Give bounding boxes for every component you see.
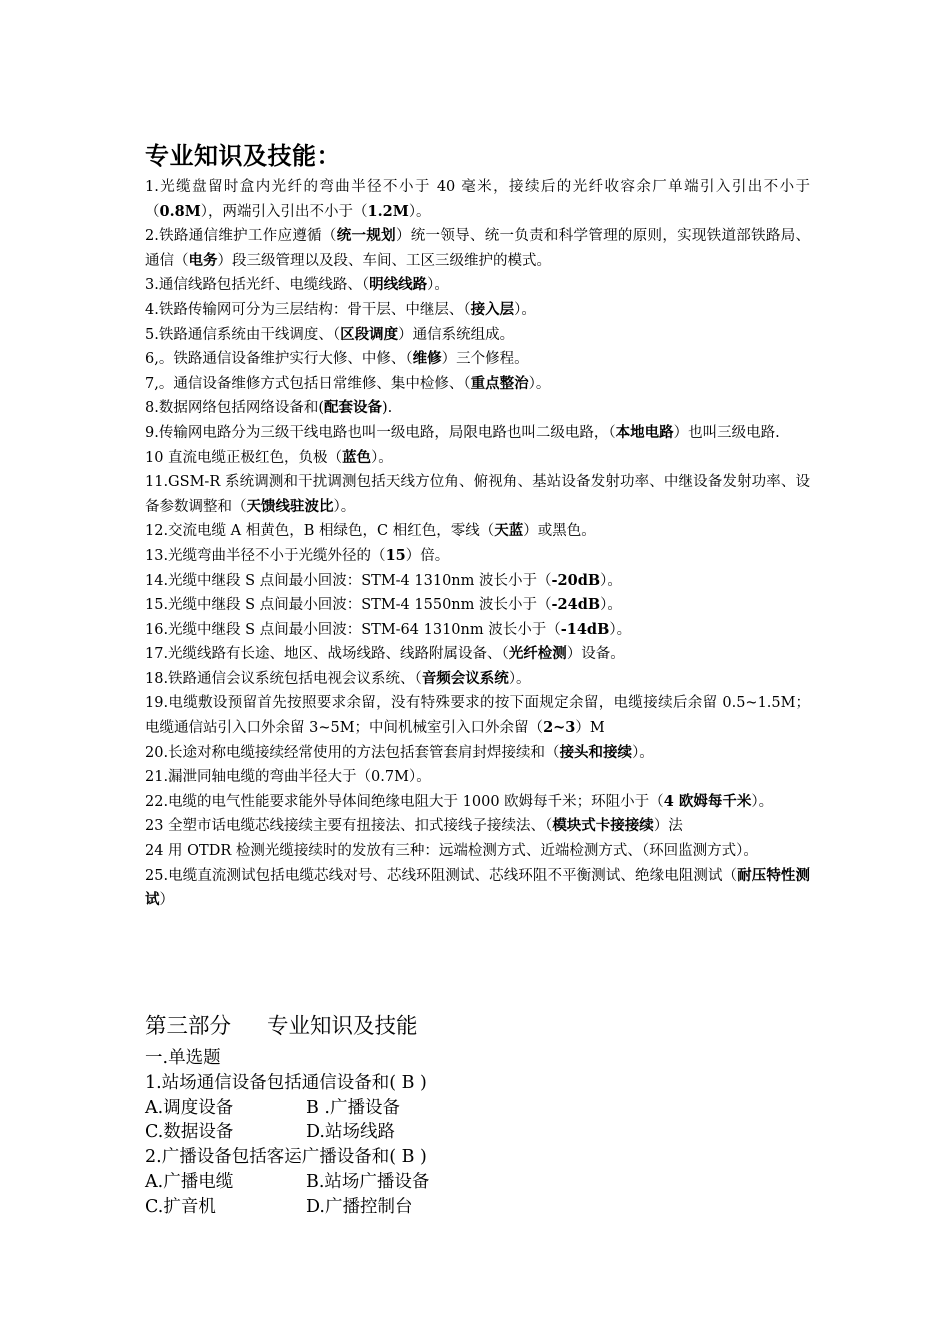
- item-answer: 15: [385, 546, 406, 564]
- quiz-option-row: [145, 1096, 427, 1121]
- item-text: ）法: [653, 818, 683, 835]
- item-text: 1.光缆盘留时盒内光纤的弯曲半径不小于 40 毫米，接续后的光纤收容余厂单端引入引出不小于（: [145, 179, 810, 220]
- item-text: ）: [159, 892, 174, 909]
- quiz-option-row: [145, 1120, 427, 1145]
- item-answer: 本地电路: [615, 423, 674, 441]
- item-text: 13.光缆弯曲半径不小于光缆外径的（: [145, 547, 386, 564]
- knowledge-item: [145, 814, 810, 839]
- item-text: ）也叫三级电路.: [673, 424, 780, 441]
- item-text: ）。: [609, 621, 632, 638]
- item-text: ）统一领导、统一负责和科学管理的原则，实现铁道部铁路局、通信（: [145, 228, 811, 269]
- item-text: 11.GSM-R 系统调测和干扰调测包括天线方位角、俯视角、基站设备发射功率、中继设备发射功率、设备参数调整和（: [145, 474, 810, 515]
- knowledge-item: [145, 618, 810, 643]
- item-answer: -14dB: [560, 620, 610, 638]
- knowledge-item: [145, 273, 810, 298]
- quiz-option-row: [145, 1170, 430, 1195]
- item-text: ）。: [508, 670, 531, 687]
- part-three-title: [145, 1009, 418, 1040]
- quiz-option: B .广播设备: [306, 1097, 400, 1118]
- item-answer: 区段调度: [340, 325, 399, 343]
- quiz-option: C.扩音机: [145, 1196, 216, 1217]
- item-text: ）。: [333, 498, 356, 515]
- item-text: ），两端引入引出不小于（: [200, 203, 368, 220]
- item-text: 12.交流电缆 A 相黄色，B 相绿色，C 相红色，零线（: [145, 523, 495, 540]
- item-answer: 音频会议系统: [421, 669, 509, 687]
- knowledge-list: [145, 175, 810, 913]
- item-text: ）。: [427, 277, 449, 294]
- item-text: 23 全塑市话电缆芯线接续主要有扭接法、扣式接线子接续法、（: [145, 818, 553, 835]
- item-text: ）。: [751, 793, 774, 810]
- knowledge-item: [145, 446, 810, 471]
- section-heading: 专业知识及技能：: [145, 142, 341, 170]
- item-answer: 模块式卡接接续: [552, 817, 654, 835]
- knowledge-item: [145, 864, 810, 913]
- quiz-question: 2.广播设备包括客运广播设备和( B ): [145, 1147, 427, 1168]
- item-answer: 耐压特性测试: [145, 866, 810, 909]
- item-text: ）。: [600, 572, 622, 589]
- item-answer: 重点整治: [470, 374, 529, 392]
- knowledge-item: [145, 298, 810, 323]
- item-text: 4.铁路传输网可分为三层结构：骨干层、中继层、（: [145, 301, 471, 318]
- knowledge-item: [145, 347, 810, 372]
- item-text: ）。: [632, 744, 654, 761]
- item-text: ）。: [408, 203, 431, 220]
- quiz-option: B.站场广播设备: [306, 1171, 430, 1192]
- knowledge-item: [145, 544, 810, 569]
- item-answer: 4 欧姆每千米: [663, 792, 752, 810]
- item-answer: 统一规划: [336, 227, 396, 245]
- item-text: ）设备。: [566, 646, 625, 663]
- knowledge-item: [145, 175, 810, 224]
- item-text: 20.长途对称电缆接续经常使用的方法包括套管套肩封焊接续和（: [145, 744, 560, 761]
- item-text: 3.通信线路包括光纤、电缆线路、（: [145, 277, 370, 294]
- knowledge-item: [145, 396, 810, 421]
- item-text: ）通信系统组成。: [398, 326, 515, 343]
- knowledge-item: [145, 470, 810, 519]
- item-text: ）或黑色。: [523, 523, 596, 540]
- knowledge-item: [145, 593, 810, 618]
- item-text: ）三个修程。: [441, 351, 529, 368]
- knowledge-item: [145, 667, 810, 692]
- item-text: 16.光缆中继段 S 点间最小回波：STM-64 1310nm 波长小于（: [145, 621, 561, 638]
- item-text: ）。: [371, 449, 393, 466]
- quiz-option: C.数据设备: [145, 1122, 234, 1143]
- item-answer: 电务: [188, 251, 218, 269]
- item-answer: 维修: [412, 350, 442, 368]
- item-text: 18.铁路通信会议系统包括电视会议系统、（: [145, 670, 422, 687]
- knowledge-item: [145, 323, 810, 348]
- knowledge-item: [145, 642, 810, 667]
- item-text: 6,。铁路通信设备维护实行大修、中修、（: [145, 351, 413, 368]
- item-answer: 接入层: [470, 300, 515, 318]
- item-text: 17.光缆线路有长途、地区、战场线路、线路附属设备、（: [145, 646, 509, 663]
- item-answer: 天蓝: [494, 522, 524, 540]
- item-text: 7,。通信设备维修方式包括日常维修、集中检修、（: [145, 375, 471, 392]
- quiz-question: 1.站场通信设备包括通信设备和( B ): [145, 1072, 427, 1093]
- part-three-subtitle: 专业知识及技能: [267, 1014, 418, 1039]
- knowledge-item: [145, 421, 810, 446]
- item-answer: 2~3: [543, 719, 576, 737]
- item-text: ）。: [514, 301, 536, 318]
- part-three-label: 第三部分: [145, 1014, 232, 1039]
- knowledge-item: [145, 691, 810, 740]
- item-text: 25.电缆直流测试包括电缆芯线对号、芯线环阻测试、芯线环阻不平衡测试、绝缘电阻测试（: [145, 867, 738, 884]
- item-text: ）。: [528, 375, 551, 392]
- knowledge-item: [145, 765, 810, 790]
- knowledge-item: [145, 519, 810, 544]
- item-text: 14.光缆中继段 S 点间最小回波：STM-4 1310nm 波长小于（: [145, 572, 552, 589]
- item-answer: -24dB: [551, 596, 601, 614]
- item-text: ）M: [575, 720, 605, 737]
- item-text: 5.铁路通信系统由干线调度、（: [145, 326, 341, 343]
- item-text: 10 直流电缆正极红色，负极（: [145, 449, 343, 466]
- item-text: 22.电缆的电气性能要求能外导体间绝缘电阻大于 1000 欧姆每千米；环阻小于（: [145, 793, 664, 810]
- item-answer: 光纤检测: [508, 645, 567, 663]
- item-text: 9.传输网电路分为三级干线电路也叫一级电路，局限电路也叫二级电路，（: [145, 424, 616, 441]
- quiz-section-title: 一.单选题: [145, 1048, 221, 1068]
- knowledge-item: [145, 741, 810, 766]
- knowledge-item: [145, 224, 810, 273]
- item-answer: 接头和接续: [559, 743, 633, 761]
- item-answer: 蓝色: [342, 448, 372, 466]
- item-text: 15.光缆中继段 S 点间最小回波：STM-4 1550nm 波长小于（: [145, 597, 552, 614]
- item-text: ).: [382, 400, 393, 417]
- item-answer: 配套设备: [324, 399, 382, 417]
- item-text: 24 用 OTDR 检测光缆接续时的发放有三种：远端检测方式、近端检测方式、（环回监测方式）。: [145, 843, 758, 860]
- knowledge-item: [145, 372, 810, 397]
- knowledge-item: [145, 569, 810, 594]
- item-answer: -20dB: [551, 571, 601, 589]
- item-answer: 天馈线驻波比: [246, 497, 334, 515]
- quiz-section: [145, 1046, 430, 1220]
- item-answer: 明线线路: [369, 276, 428, 294]
- item-text: 2.铁路通信维护工作应遵循（: [145, 228, 337, 245]
- quiz-option: A.调度设备: [145, 1097, 234, 1118]
- item-text: 21.漏泄同轴电缆的弯曲半径大于（0.7M）。: [145, 769, 431, 786]
- quiz-option-row: [145, 1195, 427, 1220]
- item-text: ）。: [600, 597, 622, 614]
- item-text: ）段三级管理以及段、车间、工区三级维护的模式。: [217, 252, 551, 269]
- item-answer: 0.8M: [159, 202, 201, 220]
- quiz-option: D.站场线路: [306, 1122, 395, 1143]
- knowledge-item: [145, 839, 810, 864]
- item-text: 8.数据网络包括网络设备和(: [145, 400, 324, 417]
- item-answer: 1.2M: [367, 202, 409, 220]
- knowledge-item: [145, 790, 810, 815]
- item-text: ）倍。: [405, 547, 450, 564]
- item-text: 19.电缆敷设预留首先按照要求余留，没有特殊要求的按下面规定余留，电缆接续后余留 0.5~1.5M；电缆通信站引入口外余留 3~5M；中间机械室引入口外余留（: [145, 695, 810, 737]
- quiz-option: A.广播电缆: [145, 1171, 234, 1192]
- quiz-option: D.广播控制台: [306, 1196, 413, 1217]
